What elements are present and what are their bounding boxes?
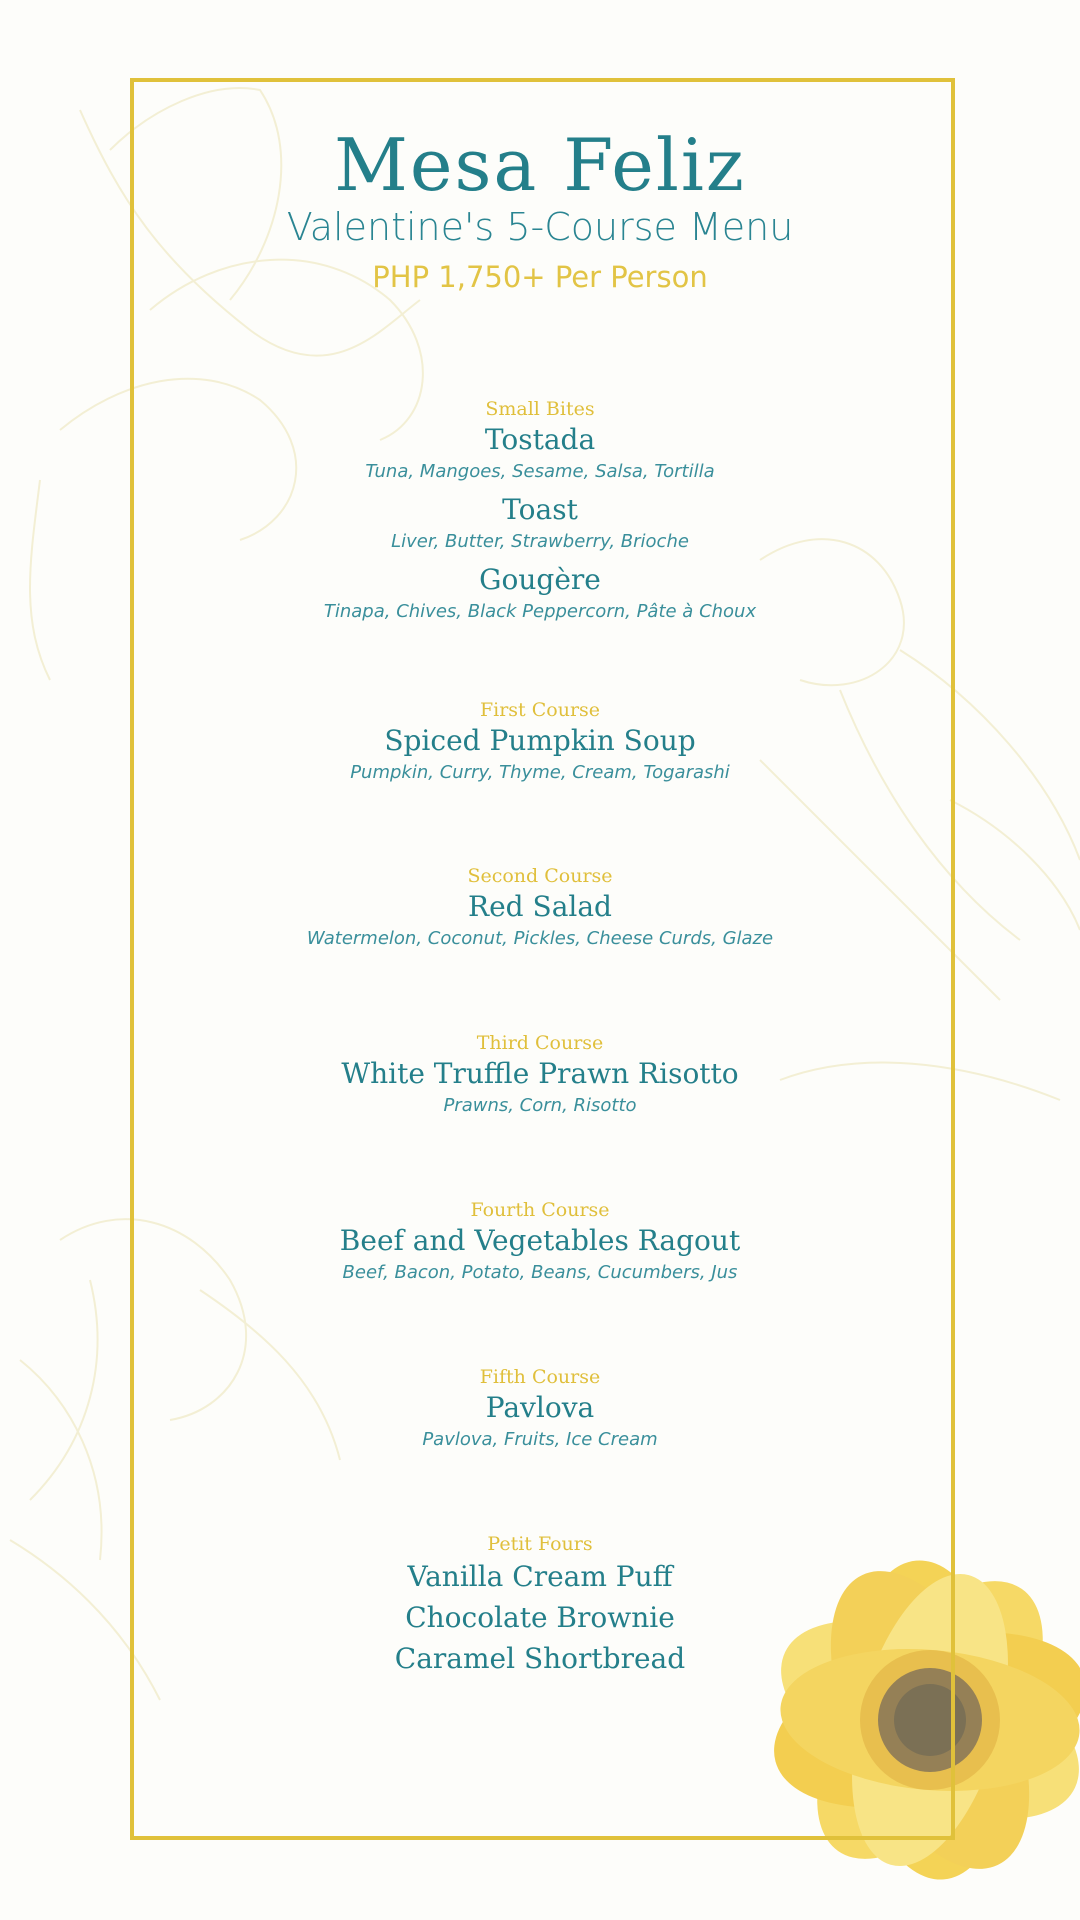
course-label: Fifth Course (479, 1366, 601, 1388)
dish-description: Pavlova, Fruits, Ice Cream (422, 1429, 658, 1450)
dish-name: Caramel Shortbread (394, 1642, 686, 1675)
dish-name: Gougère (479, 563, 601, 596)
course-third (130, 1031, 950, 1125)
course-label: Second Course (467, 865, 613, 887)
course-small-bites (130, 397, 950, 631)
dish-name: Tostada (484, 423, 596, 456)
dish-description: Tuna, Mangoes, Sesame, Salsa, Tortilla (365, 461, 715, 482)
course-label: Fourth Course (470, 1199, 610, 1221)
dish-description: Liver, Butter, Strawberry, Brioche (391, 531, 689, 552)
dish-description: Beef, Bacon, Potato, Beans, Cucumbers, Jus (342, 1262, 738, 1283)
menu-price: PHP 1,750+ Per Person (372, 260, 708, 294)
course-label: First Course (479, 699, 601, 721)
dish-description: Watermelon, Coconut, Pickles, Cheese Curds, Glaze (306, 928, 774, 949)
dish-name: Red Salad (468, 890, 612, 923)
dish-name: Beef and Vegetables Ragout (339, 1224, 741, 1257)
course-second (130, 864, 950, 958)
dish-name: White Truffle Prawn Risotto (341, 1057, 739, 1090)
course-label: Third Course (476, 1032, 604, 1054)
dish-description: Pumpkin, Curry, Thyme, Cream, Togarashi (350, 762, 730, 783)
dish-name: Toast (502, 493, 578, 526)
dish-description: Prawns, Corn, Risotto (443, 1095, 637, 1116)
menu-subtitle: Valentine's 5-Course Menu (286, 205, 794, 249)
dish-name: Chocolate Brownie (405, 1601, 675, 1634)
course-fifth (130, 1365, 950, 1459)
dish-name: Vanilla Cream Puff (407, 1560, 673, 1593)
course-fourth (130, 1198, 950, 1292)
course-label: Petit Fours (487, 1533, 593, 1555)
course-label: Small Bites (485, 398, 595, 420)
dish-name: Pavlova (485, 1391, 595, 1424)
menu-content (130, 0, 950, 1920)
restaurant-title: Mesa Feliz (334, 123, 746, 207)
dish-description: Tinapa, Chives, Black Peppercorn, Pâte à Choux (323, 601, 757, 622)
course-petit-fours (130, 1532, 950, 1679)
course-first (130, 698, 950, 792)
dish-name: Spiced Pumpkin Soup (384, 724, 696, 757)
